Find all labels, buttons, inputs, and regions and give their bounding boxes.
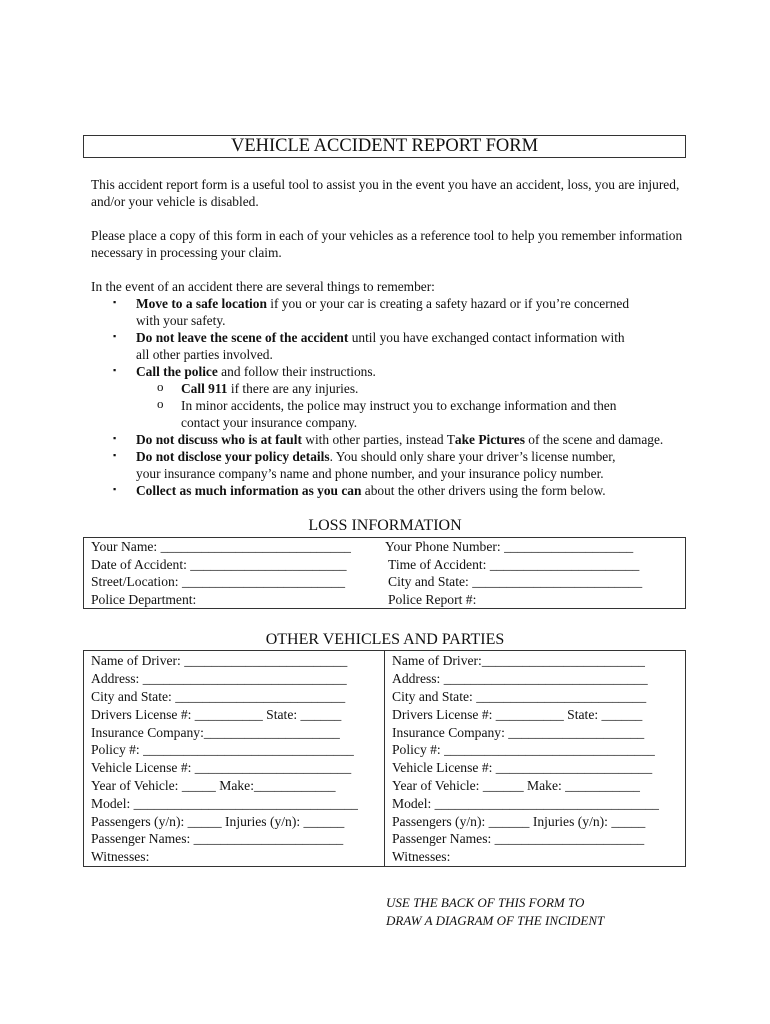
police-report-field[interactable]: Police Report #: xyxy=(388,592,477,607)
driver-1-city-state-field[interactable]: City and State: _________________________ xyxy=(91,689,346,704)
bullet-item-continuation: all other parties involved. xyxy=(136,347,273,362)
driver-2-license-field[interactable]: Drivers License #: __________ State: ______ xyxy=(392,707,643,722)
intro-paragraph-2: Please place a copy of this form in each of your vehicles as a reference tool to help you remember information necessary in processing your claim. xyxy=(91,228,683,260)
bullet-square-icon: ▪ xyxy=(113,484,117,494)
date-of-accident-field[interactable]: Date of Accident: _______________________ xyxy=(91,557,347,572)
other-vehicles-table xyxy=(83,650,686,867)
sub-bullet-item-continuation: contact your insurance company. xyxy=(181,415,358,430)
bullet-item: Do not discuss who is at fault with other parties, instead Take Pictures of the scene and damage. xyxy=(136,432,664,447)
driver-1-passengers-field[interactable]: Passengers (y/n): _____ Injuries (y/n): ______ xyxy=(91,814,345,829)
driver-1-passenger-names-field[interactable]: Passenger Names: ______________________ xyxy=(91,831,344,846)
bullet-square-icon: ▪ xyxy=(113,365,117,375)
time-of-accident-field[interactable]: Time of Accident: ______________________ xyxy=(388,557,640,572)
bullet-square-icon: ▪ xyxy=(113,297,117,307)
driver-2-address-field[interactable]: Address: ______________________________ xyxy=(392,671,648,686)
your-name-field[interactable]: Your Name: ____________________________ xyxy=(91,539,351,554)
driver-1-name-field[interactable]: Name of Driver: ________________________ xyxy=(91,653,348,668)
driver-2-model-field[interactable]: Model: _________________________________ xyxy=(392,796,659,811)
sub-bullet-circle-icon: o xyxy=(157,396,164,411)
diagram-note-line-2: DRAW A DIAGRAM OF THE INCIDENT xyxy=(386,913,605,928)
driver-1-year-make-field[interactable]: Year of Vehicle: _____ Make:____________ xyxy=(91,778,336,793)
other-vehicles-heading: OTHER VEHICLES AND PARTIES xyxy=(265,631,505,648)
police-department-field[interactable]: Police Department: xyxy=(91,592,197,607)
driver-1-insurance-field[interactable]: Insurance Company:____________________ xyxy=(91,725,340,740)
driver-2-name-field[interactable]: Name of Driver:________________________ xyxy=(392,653,645,668)
driver-2-passengers-field[interactable]: Passengers (y/n): ______ Injuries (y/n): _____ xyxy=(392,814,646,829)
driver-2-policy-field[interactable]: Policy #: _______________________________ xyxy=(392,742,655,757)
intro-paragraph-3: In the event of an accident there are several things to remember: xyxy=(91,279,435,294)
driver-2-city-state-field[interactable]: City and State: _________________________ xyxy=(392,689,647,704)
driver-1-model-field[interactable]: Model: _________________________________ xyxy=(91,796,358,811)
bullet-square-icon: ▪ xyxy=(113,433,117,443)
bullet-item: Collect as much information as you can about the other drivers using the form below. xyxy=(136,483,606,498)
sub-bullet-circle-icon: o xyxy=(157,379,164,394)
bullet-item: Move to a safe location if you or your car is creating a safety hazard or if you’re concerned xyxy=(136,296,630,311)
bullet-item: Do not leave the scene of the accident until you have exchanged contact information with xyxy=(136,330,625,345)
column-divider xyxy=(384,651,385,866)
driver-2-insurance-field[interactable]: Insurance Company: ____________________ xyxy=(392,725,645,740)
sub-bullet-item: In minor accidents, the police may instruct you to exchange information and then xyxy=(181,398,617,413)
bullet-item: Do not disclose your policy details. You should only share your driver’s license number, xyxy=(136,449,616,464)
driver-1-address-field[interactable]: Address: ______________________________ xyxy=(91,671,347,686)
loss-information-heading: LOSS INFORMATION xyxy=(308,517,462,534)
street-location-field[interactable]: Street/Location: ________________________ xyxy=(91,574,346,589)
your-phone-number-field[interactable]: Your Phone Number: ___________________ xyxy=(385,539,634,554)
loss-information-table xyxy=(83,537,686,609)
driver-2-witnesses-field[interactable]: Witnesses: xyxy=(392,849,451,864)
bullet-item: Call the police and follow their instructions. xyxy=(136,364,376,379)
driver-2-passenger-names-field[interactable]: Passenger Names: ______________________ xyxy=(392,831,645,846)
bullet-square-icon: ▪ xyxy=(113,450,117,460)
bullet-item-continuation: your insurance company’s name and phone number, and your insurance policy number. xyxy=(136,466,604,481)
sub-bullet-item: Call 911 if there are any injuries. xyxy=(181,381,359,396)
driver-1-vehicle-license-field[interactable]: Vehicle License #: _______________________ xyxy=(91,760,352,775)
form-title: VEHICLE ACCIDENT REPORT FORM xyxy=(83,135,686,158)
intro-paragraph-1: This accident report form is a useful tool to assist you in the event you have an accident, loss, you are injured, and/or your vehicle is disabled. xyxy=(91,177,680,209)
driver-1-license-field[interactable]: Drivers License #: __________ State: ______ xyxy=(91,707,342,722)
city-and-state-field[interactable]: City and State: _________________________ xyxy=(388,574,643,589)
diagram-note-line-1: USE THE BACK OF THIS FORM TO xyxy=(386,895,585,910)
driver-2-year-make-field[interactable]: Year of Vehicle: ______ Make: ___________ xyxy=(392,778,640,793)
driver-1-policy-field[interactable]: Policy #: _______________________________ xyxy=(91,742,354,757)
driver-2-vehicle-license-field[interactable]: Vehicle License #: _______________________ xyxy=(392,760,653,775)
bullet-square-icon: ▪ xyxy=(113,331,117,341)
bullet-item-continuation: with your safety. xyxy=(136,313,226,328)
driver-1-witnesses-field[interactable]: Witnesses: xyxy=(91,849,150,864)
